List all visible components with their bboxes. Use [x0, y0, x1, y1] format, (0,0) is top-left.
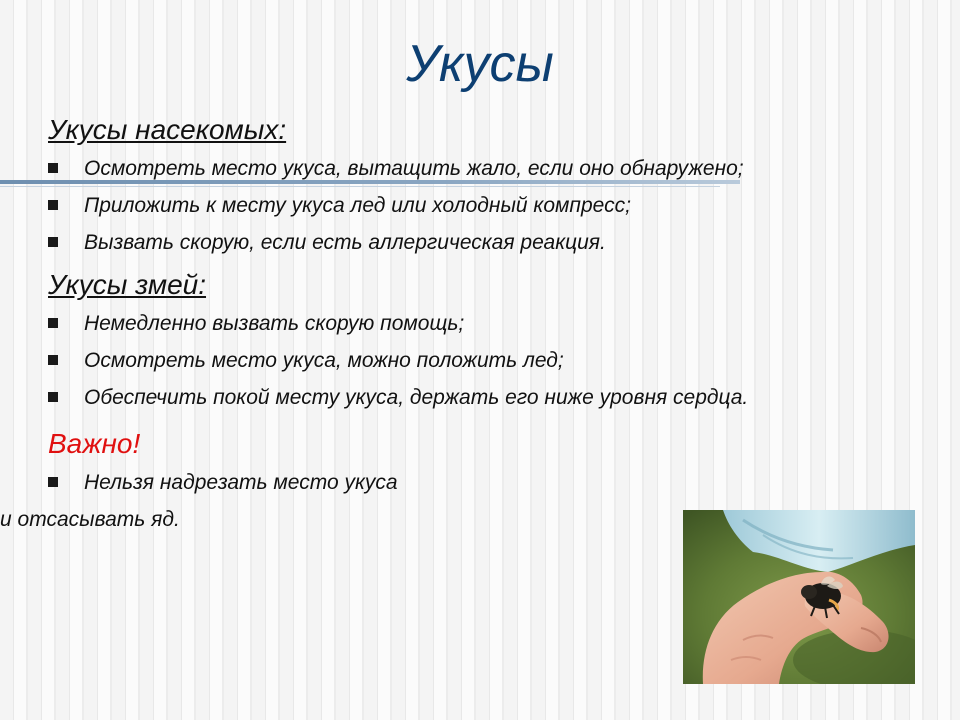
- list-item-text: Вызвать скорую, если есть аллергическая реакция.: [84, 231, 606, 254]
- slide-content: [0, 112, 878, 534]
- list-item-text: Осмотреть место укуса, можно положить лед;: [84, 349, 564, 372]
- important-continuation: и отсасывать яд.: [0, 508, 180, 531]
- list-item: [48, 468, 878, 497]
- square-bullet-icon: [48, 200, 58, 210]
- square-bullet-icon: [48, 355, 58, 365]
- square-bullet-icon: [48, 477, 58, 487]
- bee-on-hand-photo: [683, 510, 915, 684]
- insect-bites-heading: Укусы насекомых:: [48, 114, 287, 145]
- square-bullet-icon: [48, 392, 58, 402]
- list-item: [48, 346, 878, 375]
- square-bullet-icon: [48, 237, 58, 247]
- important-list: [48, 468, 878, 497]
- list-item-text: Обеспечить покой месту укуса, держать его ниже уровня сердца.: [84, 386, 749, 409]
- list-item-text: Нельзя надрезать место укуса: [84, 471, 398, 494]
- square-bullet-icon: [48, 318, 58, 328]
- insect-bites-list: [48, 154, 878, 257]
- slide-title: Укусы: [406, 35, 554, 93]
- snake-bites-list: [48, 309, 878, 412]
- important-heading: Важно!: [48, 428, 141, 459]
- square-bullet-icon: [48, 163, 58, 173]
- list-item-text: Осмотреть место укуса, вытащить жало, если оно обнаружено;: [84, 157, 744, 180]
- list-item: [48, 383, 878, 412]
- list-item-text: Немедленно вызвать скорую помощь;: [84, 312, 465, 335]
- snake-bites-heading: Укусы змей:: [48, 269, 207, 300]
- list-item: [48, 228, 878, 257]
- list-item-text: Приложить к месту укуса лед или холодный компресс;: [84, 194, 631, 217]
- list-item: [48, 309, 878, 338]
- list-item: [48, 191, 878, 220]
- list-item: [48, 154, 878, 183]
